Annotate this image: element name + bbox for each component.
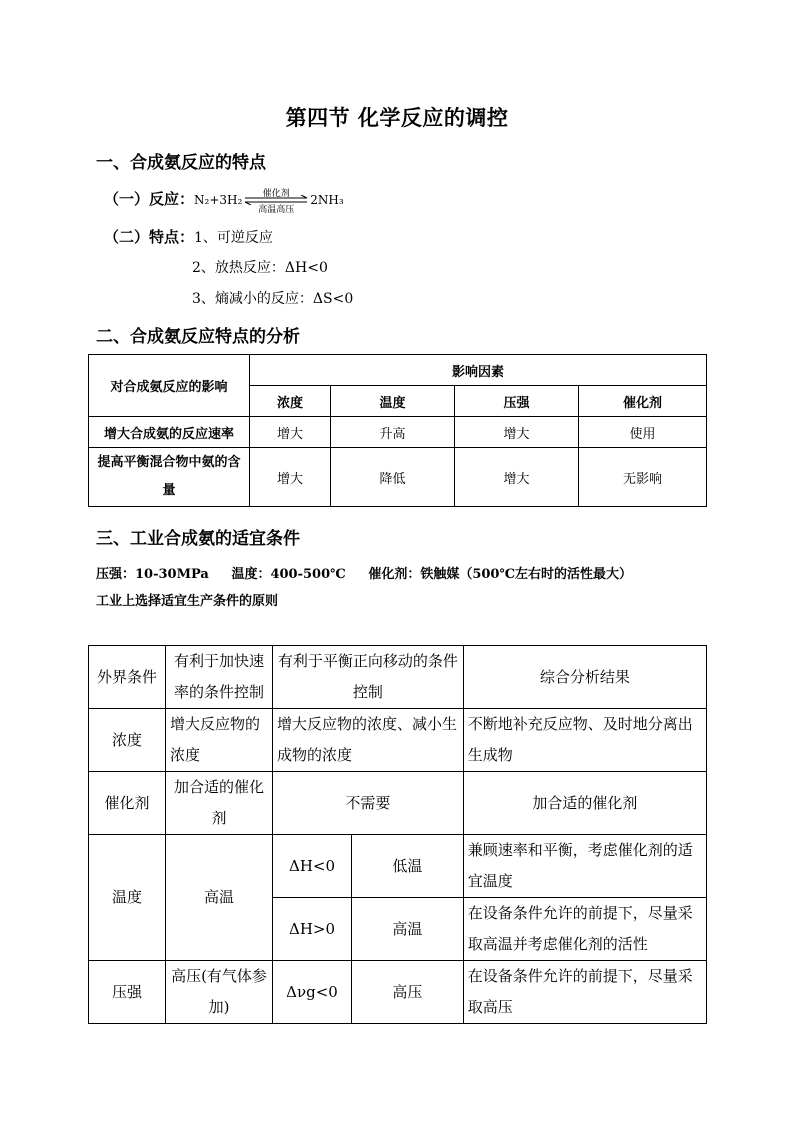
- table-cell: 增大: [250, 417, 331, 448]
- table-cell: 增大: [250, 448, 331, 507]
- reaction-line: [104, 188, 344, 215]
- table1-col-catalyst: 催化剂: [579, 386, 707, 417]
- conditions-label: 高温高压: [258, 205, 295, 215]
- pressure-equilibrium: 高压: [352, 961, 464, 1024]
- table1-row-label: 增大合成氨的反应速率: [89, 417, 250, 448]
- temperature-result-2: 在设备条件允许的前提下，尽量采取高温并考虑催化剂的活性: [463, 898, 706, 961]
- table-cell: 增大: [455, 448, 579, 507]
- table-cell: 使用: [579, 417, 707, 448]
- pressure-condition: Δνg<0: [273, 961, 352, 1024]
- principle-line: 工业上选择适宜生产条件的原则: [96, 594, 279, 609]
- table-cell: 升高: [331, 417, 455, 448]
- table1-group-header: 影响因素: [250, 355, 707, 386]
- temperature-condition-1: ΔH<0: [273, 835, 352, 898]
- catalyst-result: 加合适的催化剂: [463, 772, 706, 835]
- section1-heading: 一、合成氨反应的特点: [96, 153, 266, 173]
- table-row: [89, 417, 707, 448]
- catalyst-row-label: 催化剂: [89, 772, 166, 835]
- reversible-arrow: [243, 188, 309, 215]
- reaction-right: 2NH₃: [310, 193, 344, 207]
- temperature-equilibrium-1: 低温: [352, 835, 464, 898]
- temperature-rate: 高温: [166, 835, 273, 961]
- pressure-label: 压强: [89, 961, 166, 1024]
- temperature-label: 温度: [89, 835, 166, 961]
- catalyst-label: 催化剂: [262, 189, 290, 199]
- table-cell: 降低: [331, 448, 455, 507]
- catalyst-equilibrium: 不需要: [273, 772, 464, 835]
- temperature-condition-2: ΔH>0: [273, 898, 352, 961]
- conditions-line: 压强：10-30MPa 温度：400-500℃ 催化剂：铁触媒（500℃左右时的活性最大）: [96, 567, 633, 582]
- temperature-equilibrium-2: 高温: [352, 898, 464, 961]
- section3-heading: 三、工业合成氨的适宜条件: [96, 529, 300, 549]
- pressure-rate: 高压(有气体参加): [166, 961, 273, 1024]
- concentration-label: 浓度: [89, 709, 166, 772]
- table-row: [89, 835, 707, 898]
- industrial-conditions-table: [88, 645, 707, 1024]
- table-cell: 增大: [455, 417, 579, 448]
- page-title: 第四节 化学反应的调控: [285, 105, 509, 130]
- section2-heading: 二、合成氨反应特点的分析: [96, 327, 300, 347]
- features-label: （二）特点：: [104, 228, 195, 246]
- table1-col-temperature: 温度: [331, 386, 455, 417]
- table2-header-rate: 有利于加快速率的条件控制: [166, 646, 273, 709]
- temperature-result-1: 兼顾速率和平衡，考虑催化剂的适宜温度: [463, 835, 706, 898]
- table-row: [89, 448, 707, 507]
- feature-2: 2、放热反应：ΔH<0: [192, 260, 328, 276]
- table-row: [89, 709, 707, 772]
- table-row: [89, 772, 707, 835]
- table1-corner: 对合成氨反应的影响: [89, 355, 250, 417]
- pressure-result: 在设备条件允许的前提下，尽量采取高压: [463, 961, 706, 1024]
- factor-analysis-table: [88, 354, 707, 507]
- table-cell: 无影响: [579, 448, 707, 507]
- reaction-label: （一）反应：: [104, 190, 195, 208]
- feature-3: 3、熵减小的反应：ΔS<0: [192, 291, 354, 307]
- catalyst-rate: 加合适的催化剂: [166, 772, 273, 835]
- reaction-left: N₂+3H₂: [194, 193, 243, 207]
- concentration-result: 不断地补充反应物、及时地分离出生成物: [463, 709, 706, 772]
- table-row: [89, 961, 707, 1024]
- table1-col-concentration: 浓度: [250, 386, 331, 417]
- concentration-equilibrium: 增大反应物的浓度、减小生成物的浓度: [273, 709, 464, 772]
- table1-row-label: 提高平衡混合物中氨的含量: [89, 448, 250, 507]
- table2-header-equilibrium: 有利于平衡正向移动的条件控制: [273, 646, 464, 709]
- concentration-rate: 增大反应物的浓度: [166, 709, 273, 772]
- table2-header-factor: 外界条件: [89, 646, 166, 709]
- table1-col-pressure: 压强: [455, 386, 579, 417]
- features-line: [104, 226, 273, 247]
- feature-1: 1、可逆反应: [194, 230, 273, 246]
- table2-header-result: 综合分析结果: [463, 646, 706, 709]
